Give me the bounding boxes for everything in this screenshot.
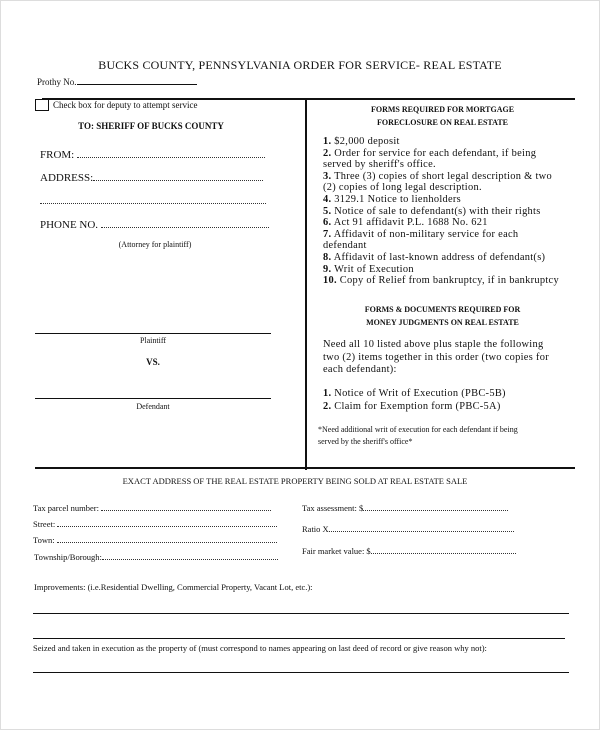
phone-field[interactable] (40, 219, 269, 231)
street-field[interactable] (33, 518, 277, 529)
ratio-label: Ratio X (302, 524, 329, 534)
list-item: served by sheriff's office. (323, 159, 436, 171)
from-label: FROM: (40, 149, 75, 161)
money-note-2: served by the sheriff's office* (318, 437, 413, 446)
tax-parcel-label: Tax parcel number: (33, 503, 99, 513)
improvements-label: Improvements: (i.e.Residential Dwelling, Commercial Property, Vacant Lot, etc.): (34, 582, 313, 592)
address-line-2[interactable] (40, 195, 266, 207)
plaintiff-line[interactable] (35, 333, 271, 334)
money-paragraph (323, 339, 549, 377)
prothy-field[interactable] (37, 76, 197, 87)
list-item: 4. 3129.1 Notice to lienholders (323, 193, 462, 205)
improvements-line-1[interactable] (33, 613, 569, 614)
deputy-checkbox[interactable] (35, 99, 49, 111)
address-field[interactable] (40, 172, 263, 184)
column-divider (305, 98, 307, 470)
list-item: 2. Order for service for each defendant, if being (323, 147, 537, 159)
ratio-field[interactable] (302, 523, 514, 534)
list-item: 3. Three (3) copies of short legal description & two (323, 170, 552, 182)
list-item: defendant (323, 240, 367, 252)
money-heading-1: FORMS & DOCUMENTS REQUIRED FOR (364, 305, 521, 314)
mortgage-heading-2: FORECLOSURE ON REAL ESTATE (376, 118, 509, 127)
phone-label: PHONE NO. (40, 219, 99, 231)
money-heading-2: MONEY JUDGMENTS ON REAL ESTATE (366, 318, 519, 327)
list-item: 6. Act 91 affidavit P.L. 1688 No. 621 (323, 217, 488, 229)
seized-line[interactable] (33, 672, 569, 673)
attorney-note: (Attorney for plaintiff) (118, 240, 192, 249)
fair-market-field[interactable] (302, 545, 516, 556)
money-note-1: *Need additional writ of execution for each defendant if being (318, 425, 518, 434)
plaintiff-label: Plaintiff (139, 336, 167, 345)
checkbox-label: Check box for deputy to attempt service (53, 100, 198, 110)
list-item: 8. Affidavit of last-known address of defendant(s) (323, 251, 546, 263)
seized-label: Seized and taken in execution as the property of (must correspond to names appearing on last deed of record or give reason why not): (33, 643, 487, 653)
improvements-line-2[interactable] (33, 638, 565, 639)
defendant-label: Defendant (136, 402, 170, 411)
street-label: Street: (33, 519, 56, 529)
address-label: ADDRESS: (40, 172, 94, 184)
fair-market-label: Fair market value: $ (302, 546, 371, 556)
township-field[interactable] (34, 551, 278, 562)
from-field[interactable] (40, 149, 265, 161)
town-label: Town: (33, 535, 55, 545)
list-item: (2) copies of long legal description. (323, 182, 482, 194)
prothy-label: Prothy No. (37, 77, 77, 87)
list-item: 1. Notice of Writ of Execution (PBC-5B) (323, 388, 506, 399)
list-item: 10. Copy of Relief from bankruptcy, if in bankruptcy (323, 275, 559, 287)
defendant-line[interactable] (35, 398, 271, 399)
mortgage-heading-1: FORMS REQUIRED FOR MORTGAGE (370, 105, 515, 114)
list-item: 1. $2,000 deposit (323, 136, 400, 147)
tax-assessment-field[interactable] (302, 502, 508, 513)
township-label: Township/Borough: (34, 552, 102, 562)
list-item: 5. Notice of sale to defendant(s) with their rights (323, 205, 541, 217)
list-item: 9. Writ of Execution (323, 263, 414, 275)
mortgage-requirements-list (323, 136, 559, 287)
box-bottom-border (35, 467, 575, 469)
paragraph-line: each defendant): (323, 364, 397, 375)
list-item: 2. Claim for Exemption form (PBC-5A) (323, 401, 501, 412)
paragraph-line: Need all 10 listed above plus staple the following (323, 339, 544, 350)
property-heading: EXACT ADDRESS OF THE REAL ESTATE PROPERTY BEING SOLD AT REAL ESTATE SALE (122, 476, 468, 486)
list-item: 7. Affidavit of non-military service for each (323, 228, 519, 240)
vs-label: VS. (146, 357, 160, 367)
paragraph-line: two (2) items together in this order (two copies for (323, 351, 549, 363)
page-title: BUCKS COUNTY, PENNSYLVANIA ORDER FOR SERVICE- REAL ESTATE (98, 58, 502, 72)
tax-parcel-field[interactable] (33, 502, 271, 513)
to-sheriff-heading: TO: SHERIFF OF BUCKS COUNTY (78, 121, 224, 131)
tax-assessment-label: Tax assessment: $ (302, 503, 364, 513)
money-requirements-list (323, 387, 506, 413)
town-field[interactable] (33, 534, 277, 545)
